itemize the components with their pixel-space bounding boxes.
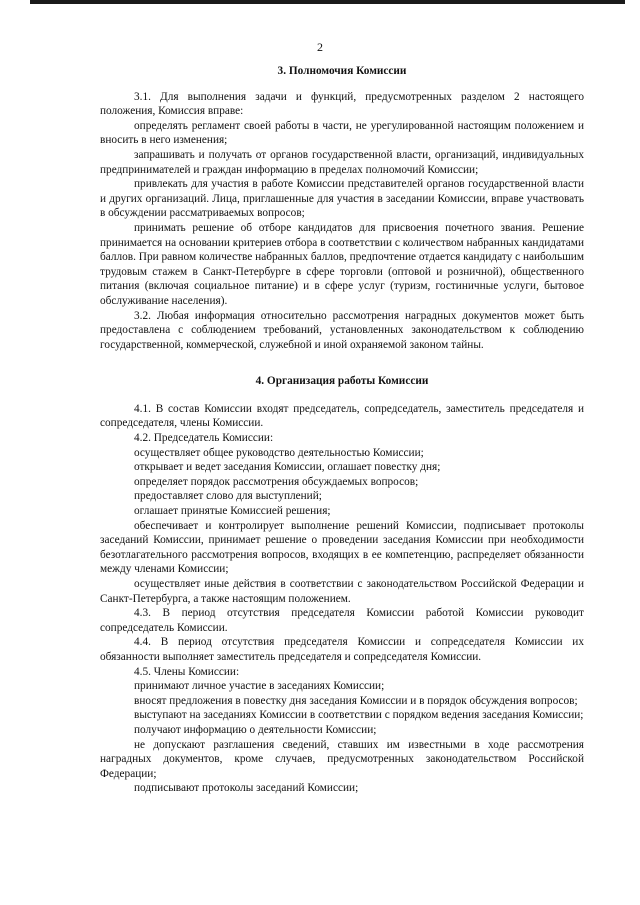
document-body <box>100 64 584 796</box>
paragraph: 4.1. В состав Комиссии входят председатель, сопредседатель, заместитель председателя и сопредседателя, члены Комиссии. <box>100 402 584 430</box>
page-number: 2 <box>317 40 323 54</box>
section-3-heading: 3. Полномочия Комиссии <box>277 65 407 77</box>
paragraph: обеспечивает и контролирует выполнение решений Комиссии, подписывает протоколы заседаний Комиссии, принимает решение о проведении заседания Комиссии при необходимости безотлагательного рассмотрения вопросов, входящих в ее компетенцию, распределяет обязанности между членами Комиссии; <box>100 519 584 576</box>
paragraph: 4.3. В период отсутствия председателя Комиссии работой Комиссии руководит сопредседатель Комиссии. <box>100 607 584 634</box>
paragraph: 4.4. В период отсутствия председателя Комиссии и сопредседателя Комиссии их обязанности выполняет заместитель председателя и сопредседателя Комиссии. <box>100 636 584 663</box>
paragraph: предоставляет слово для выступлений; <box>134 490 322 503</box>
paragraph: подписывают протоколы заседаний Комиссии; <box>134 782 359 795</box>
paragraph: принимают личное участие в заседаниях Комиссии; <box>134 680 385 693</box>
paragraph: оглашает принятые Комиссией решения; <box>134 505 331 518</box>
paragraph: определять регламент своей работы в части, не урегулированной настоящим положением и вносить в него изменения; <box>100 119 584 147</box>
paragraph: открывает и ведет заседания Комиссии, оглашает повестку дня; <box>134 461 441 474</box>
paragraph: не допускают разглашения сведений, ставших им известными в ходе рассмотрения наградных документов, кроме случаев, предусмотренных законодательством Российской Федерации; <box>100 738 584 780</box>
paragraph: осуществляет общее руководство деятельностью Комиссии; <box>134 446 424 459</box>
paragraph: запрашивать и получать от органов государственной власти, организаций, индивидуальных предпринимателей и граждан информацию в пределах полномочий Комиссии; <box>100 148 584 176</box>
paragraph: 4.2. Председатель Комиссии: <box>134 432 274 445</box>
paragraph: 3.1. Для выполнения задачи и функций, предусмотренных разделом 2 настоящего положения, Комиссия вправе: <box>100 90 584 118</box>
paragraph: 4.5. Члены Комиссии: <box>134 665 240 678</box>
paragraph: принимать решение об отборе кандидатов для присвоения почетного звания. Решение принимается на основании критериев отбора в соответствии с количеством набранных кандидатами баллов. При равном количестве набранных баллов, предпочтение отдается кандидату с наибольшим трудовым стажем в Санкт-Петербурге в сфере торговли (оптовой и розничной), общественного питания (включая социальное питание) и в сфере услуг (туризм, гостиничные услуги, бытовое обслуживание населения). <box>100 221 584 307</box>
paragraph: привлекать для участия в работе Комиссии представителей органов государственной власти и других организаций. Лица, приглашенные для участия в заседании Комиссии, вправе участвовать в обсуждении рассматриваемых вопросов; <box>100 178 584 220</box>
paragraph: осуществляет иные действия в соответствии с законодательством Российской Федерации и Санкт-Петербурга, а также настоящим положением. <box>100 578 584 605</box>
paragraph: 3.2. Любая информация относительно рассмотрения наградных документов может быть предоставлена с соблюдением требований, установленных законодательством к соблюдению государственной, коммерческой, служебной и иной охраняемой законом тайны. <box>100 309 584 351</box>
paragraph: вносят предложения в повестку дня заседания Комиссии и в порядок обсуждения вопросов; <box>134 694 578 707</box>
scan-edge-bar <box>30 0 625 4</box>
section-4-heading: 4. Организация работы Комиссии <box>255 375 429 388</box>
section-4-body <box>100 402 584 796</box>
section-3-body <box>100 90 584 353</box>
paragraph: получают информацию о деятельности Комиссии; <box>134 723 377 736</box>
paragraph: выступают на заседаниях Комиссии в соответствии с порядком ведения заседания Комиссии; <box>134 709 584 722</box>
paragraph: определяет порядок рассмотрения обсуждаемых вопросов; <box>134 475 419 488</box>
